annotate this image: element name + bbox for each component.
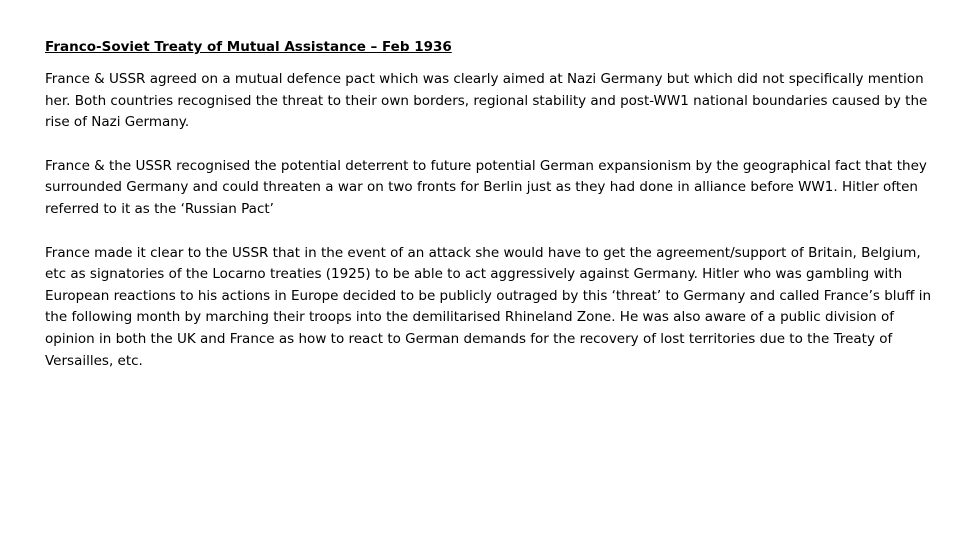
slide-title: Franco-Soviet Treaty of Mutual Assistance – Feb 1936 [45, 39, 452, 55]
paragraph-pact-overview: France & USSR agreed on a mutual defence pact which was clearly aimed at Nazi Germany but which did not specifically mention her. Both countries recognised the threat to their own borders, regional stability and post-WW1 national boundaries caused by the rise of Nazi Germany. [45, 71, 928, 131]
paragraph-deterrent: France & the USSR recognised the potential deterrent to future potential German expansionism by the geographical fact that they surrounded Germany and could threaten a war on two fronts for Berlin just as they had done in alliance before WW1. Hitler often referred to it as the ‘Russian Pact’ [45, 157, 927, 217]
paragraph-hitler-reaction: France made it clear to the USSR that in the event of an attack she would have to get the agreement/support of Britain, Belgium, etc as signatories of the Locarno treaties (1925) to be able to act aggressively against Germany. Hitler who was gambling with European reactions to his actions in Europe decided to be publicly outraged by this ‘threat’ to Germany and called France’s bluff in the following month by marching their troops into the demilitarised Rhineland Zone. He was also aware of a public division of opinion in both the UK and France as how to react to German demands for the recovery of lost territories due to the Treaty of Versailles, etc. [45, 244, 932, 369]
slide-content [45, 37, 937, 394]
